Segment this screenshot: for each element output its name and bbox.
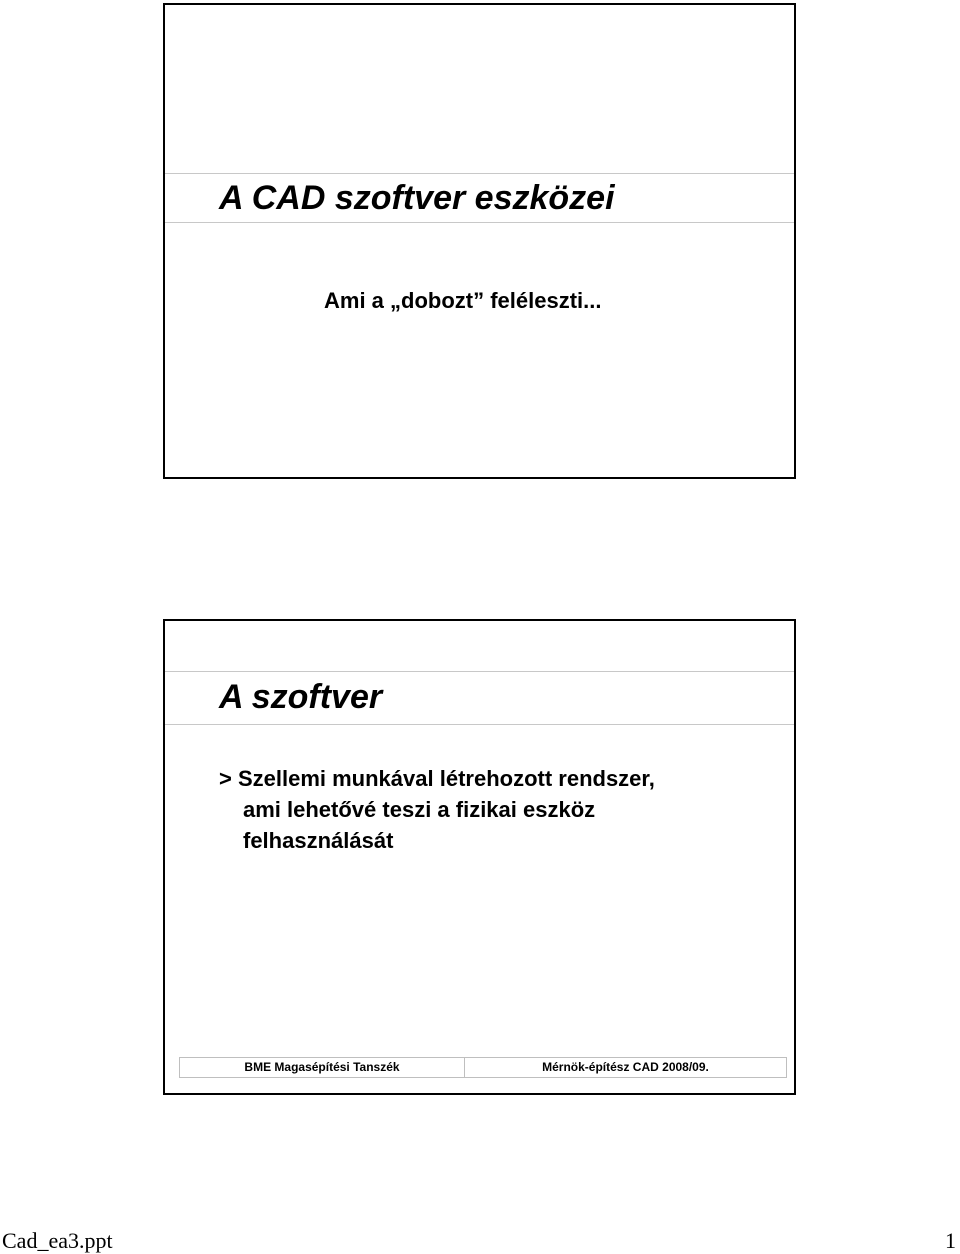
bullet-line: > Szellemi munkával létrehozott rendszer, bbox=[219, 766, 655, 791]
bullet-text bbox=[219, 763, 779, 856]
footer-course: Mérnök-építész CAD 2008/09. bbox=[542, 1060, 709, 1074]
slide-footer bbox=[179, 1057, 787, 1078]
file-name: Cad_ea3.ppt bbox=[2, 1228, 113, 1253]
slide-title: A CAD szoftver eszközei bbox=[219, 179, 615, 217]
slide-1 bbox=[163, 3, 796, 479]
slide-subtitle: Ami a „dobozt” feléleszti... bbox=[324, 288, 602, 313]
footer-department: BME Magasépítési Tanszék bbox=[180, 1058, 465, 1077]
page-number: 1 bbox=[945, 1228, 956, 1253]
slide-2 bbox=[163, 619, 796, 1095]
bullet-line: ami lehetővé teszi a fizikai eszköz bbox=[243, 797, 596, 822]
slide-title: A szoftver bbox=[219, 678, 383, 716]
bullet-line: felhasználását bbox=[243, 828, 394, 853]
